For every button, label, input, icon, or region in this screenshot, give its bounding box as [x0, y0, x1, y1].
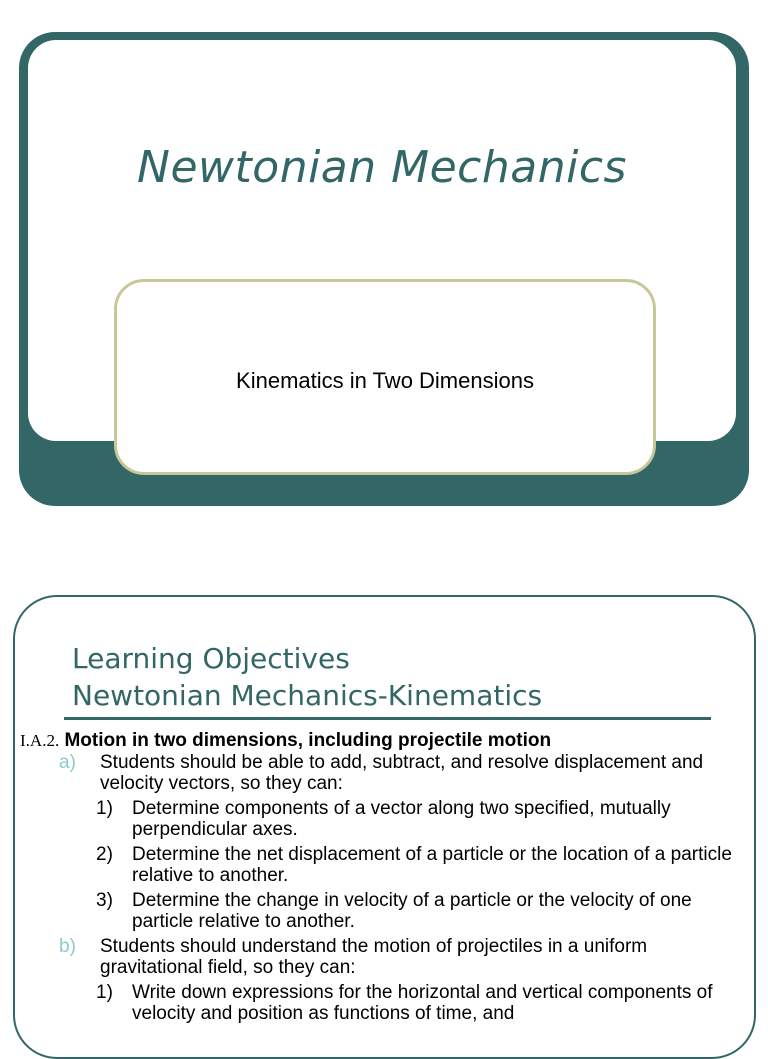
slide-subtitle: Kinematics in Two Dimensions	[236, 368, 534, 393]
objectives-title-line2: Newtonian Mechanics-Kinematics	[72, 679, 543, 712]
title-divider	[64, 717, 711, 720]
list-item-text: Students should understand the motion of projectiles in a uniform gravitational field, so they can:	[100, 936, 648, 978]
sub-list-item-text: Write down expressions for the horizontal and vertical components of velocity and position as functions of time, and	[132, 982, 713, 1024]
list-item-marker: a)	[59, 752, 76, 773]
sub-list-item-marker: 2)	[96, 844, 113, 865]
list-item-text: Students should be able to add, subtract, and resolve displacement and velocity vectors, so they can:	[100, 752, 704, 794]
sub-list-item-text: Determine the change in velocity of a particle or the velocity of one particle relative to another.	[132, 890, 692, 932]
sub-list-item-text: Determine the net displacement of a particle or the location of a particle relative to another.	[132, 844, 732, 886]
section-title: Motion in two dimensions, including projectile motion	[64, 730, 552, 751]
sub-list-item	[20, 982, 750, 1024]
objectives-content	[20, 730, 750, 1028]
list-item	[20, 752, 750, 794]
subtitle-box	[114, 279, 656, 475]
sub-list-item-text: Determine components of a vector along two specified, mutually perpendicular axes.	[132, 798, 671, 840]
list-item-marker: b)	[59, 936, 76, 957]
sub-list-item-marker: 1)	[96, 982, 113, 1003]
slide-title: Newtonian Mechanics	[137, 142, 627, 193]
sub-list-item	[20, 798, 750, 840]
section-heading	[20, 730, 750, 751]
section-code: I.A.2.	[20, 731, 60, 750]
objectives-title-line1: Learning Objectives	[72, 642, 350, 675]
sub-list-item	[20, 844, 750, 886]
sub-list-item	[20, 890, 750, 932]
objectives-title	[72, 640, 542, 714]
list-item	[20, 936, 750, 978]
sub-list-item-marker: 3)	[96, 890, 113, 911]
sub-list-item-marker: 1)	[96, 798, 113, 819]
